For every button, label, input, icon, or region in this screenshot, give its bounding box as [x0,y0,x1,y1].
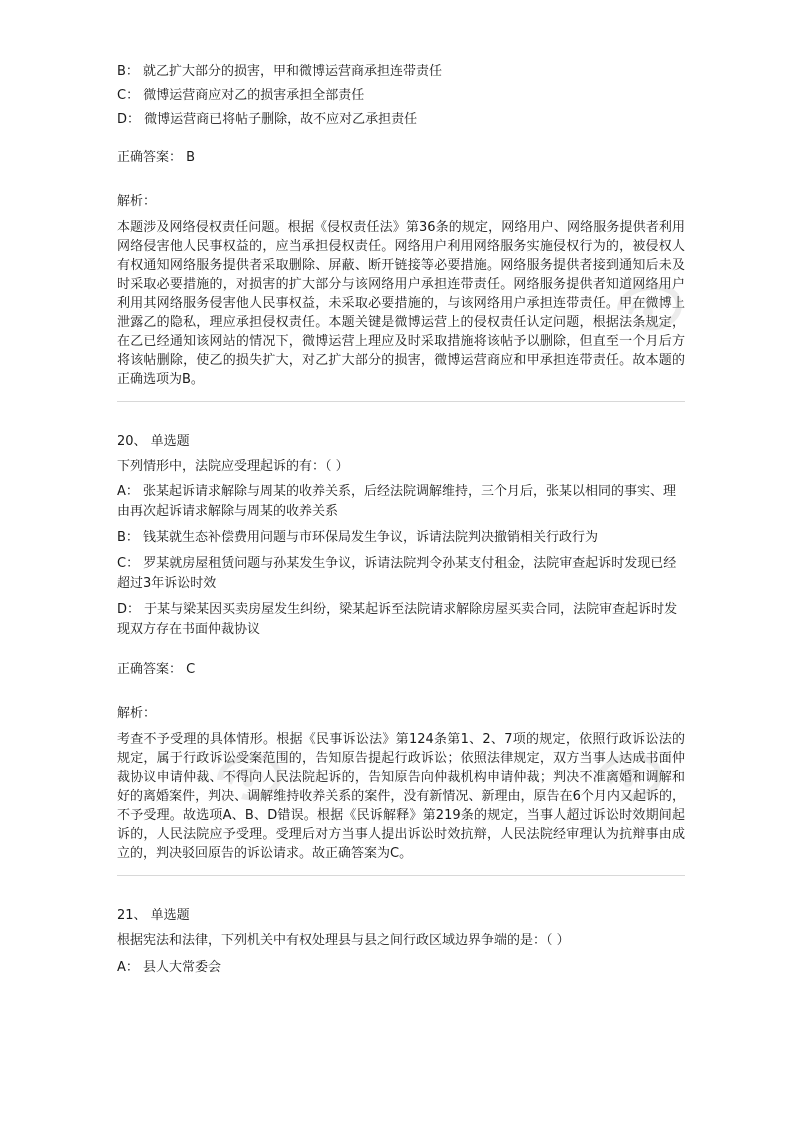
analysis-label: 解析： [117,706,157,721]
option-b: B： 就乙扩大部分的损害，甲和微博运营商承担连带责任 [117,64,443,79]
option-a: A： 县人大常委会 [117,960,222,975]
question-21 [117,904,685,980]
question-20 [117,430,685,863]
analysis-text: 考查不予受理的具体情形。根据《民事诉讼法》第124条第1、2、7项的规定，依照行政诉讼法的规定，属于行政诉讼受案范围的，告知原告提起行政诉讼；依照法律规定，双方当事人达成书面仲裁协议申请仲裁、不得向人民法院起诉的，告知原告向仲裁机构申请仲裁；判决不准离婚和调解和好的离婚案件，判决、调解维持收养关系的案件，没有新情况、新理由，原告在6个月内又起诉的，不予受理。故选项A、B、D错误。根据《民诉解释》第219条的规定，当事人超过诉讼时效期间起诉的，人民法院应予受理。受理后对方当事人提出诉讼时效抗辩，人民法院经审理认为抗辩事由成立的，判决驳回原告的诉讼请求。故正确答案为C。 [117,732,685,861]
option-a: A： 张某起诉请求解除与周某的收养关系，后经法院调解维持，三个月后，张某以相同的事实、理由再次起诉请求解除与周某的收养关系 [117,484,677,519]
prev-question [117,60,685,389]
option-c: C： 罗某就房屋租赁问题与孙某发生争议，诉请法院判令孙某支付租金，法院审查起诉时发现已经超过3年诉讼时效 [117,556,677,591]
correct-answer: 正确答案： C [117,662,196,677]
option-d: D： 于某与梁某因买卖房屋发生纠纷，梁某起诉至法院请求解除房屋买卖合同，法院审查起诉时发现双方存在书面仲裁协议 [117,602,678,637]
option-c: C： 微博运营商应对乙的损害承担全部责任 [117,88,365,103]
analysis-text: 本题涉及网络侵权责任问题。根据《侵权责任法》第36条的规定，网络用户、网络服务提供者利用网络侵害他人民事权益的，应当承担侵权责任。网络用户利用网络服务实施侵权行为的，被侵权人有权通知网络服务提供者采取删除、屏蔽、断开链接等必要措施。网络服务提供者接到通知后未及时采取必要措施的，对损害的扩大部分与该网络用户承担连带责任。网络服务提供者知道网络用户利用其网络服务侵害他人民事权益，未采取必要措施的，与该网络用户承担连带责任。甲在微博上泄露乙的隐私，理应承担侵权责任。本题关键是微博运营上的侵权责任认定问题，根据法条规定，在乙已经通知该网站的情况下，微博运营上理应及时采取措施将该帖予以删除，但直至一个月后方将该帖删除，使乙的损失扩大，对乙扩大部分的损害，微博运营商应和甲承担连带责任。故本题的正确选项为B。 [117,220,685,387]
document-page [117,60,685,980]
option-b: B： 钱某就生态补偿费用问题与市环保局发生争议，诉请法院判决撤销相关行政行为 [117,530,599,545]
question-stem: 根据宪法和法律，下列机关中有权处理县与县之间行政区域边界争端的是：（ ） [117,933,570,948]
divider [117,875,685,876]
question-header: 21、 单选题 [117,908,190,923]
question-header: 20、 单选题 [117,434,190,449]
question-stem: 下列情形中，法院应受理起诉的有：（ ） [117,459,349,474]
option-d: D： 微博运营商已将帖子删除，故不应对乙承担责任 [117,112,418,127]
correct-answer: 正确答案： B [117,150,196,165]
analysis-label: 解析： [117,194,157,209]
divider [117,401,685,402]
